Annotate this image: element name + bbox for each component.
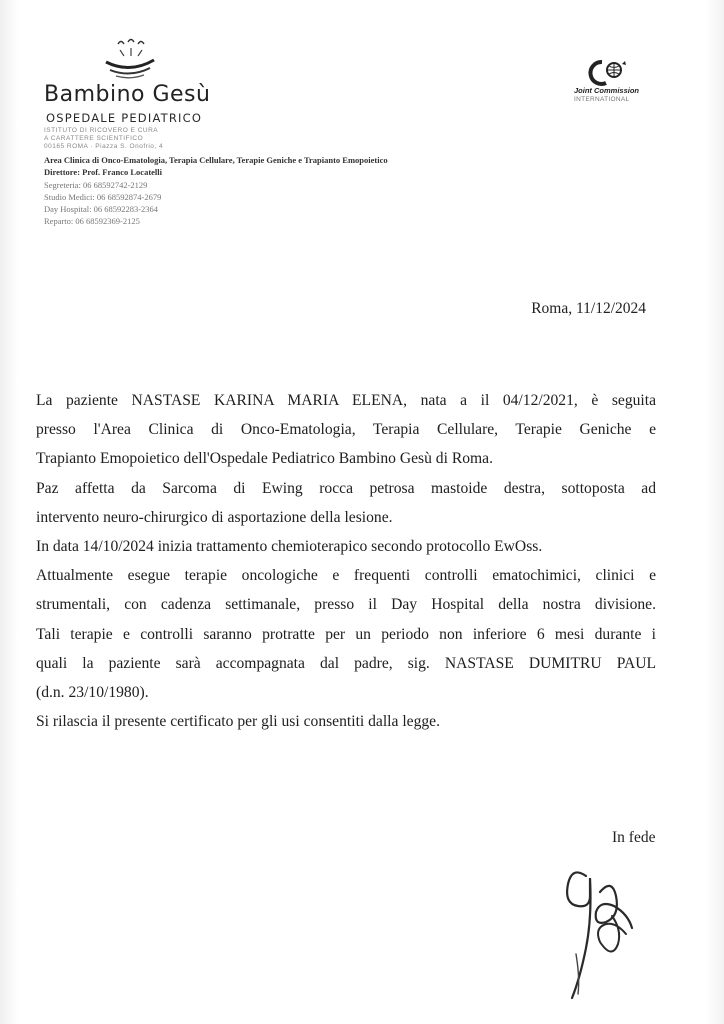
- institute-info: [44, 127, 163, 151]
- body-line: Tali terapie e controlli saranno protratte per un periodo non inferiore 6 mesi durante i: [36, 625, 656, 643]
- signature-icon: [556, 858, 640, 1008]
- body-line: Trapianto Emopoietico dell'Ospedale Pediatrico Bambino Gesù di Roma.: [36, 450, 493, 468]
- contact-line: Segreteria: 06 68592742-2129: [44, 180, 148, 190]
- body-line: intervento neuro-chirurgico di asportazione della lesione.: [36, 508, 393, 526]
- body-line: Paz affetta da Sarcoma di Ewing rocca petrosa mastoide destra, sottoposta ad: [36, 479, 656, 497]
- body-line: presso l'Area Clinica di Onco-Ematologia, Terapia Cellulare, Terapie Geniche e: [36, 421, 656, 439]
- org-name: Bambino Gesù: [44, 82, 211, 107]
- contact-line: Reparto: 06 68592369-2125: [44, 216, 140, 226]
- closing-text: In fede: [612, 829, 656, 846]
- body-line: Si rilascia il presente certificato per gli usi consentiti dalla legge.: [36, 713, 440, 731]
- clinical-area: Area Clinica di Onco-Ematologia, Terapia Cellulare, Terapie Geniche e Trapianto Emopoietico: [44, 155, 388, 165]
- institute-line: 00165 ROMA · Piazza S. Onofrio, 4: [44, 143, 164, 150]
- body-line: strumentali, con cadenza settimanale, presso il Day Hospital della nostra divisione.: [36, 596, 656, 614]
- director: Direttore: Prof. Franco Locatelli: [44, 167, 163, 177]
- body-line: In data 14/10/2024 inizia trattamento chemioterapico secondo protocollo EwOss.: [36, 537, 543, 555]
- org-subtitle: OSPEDALE PEDIATRICO: [46, 111, 203, 125]
- joint-commission-logo-icon: [584, 58, 630, 88]
- hospital-logo-icon: [98, 38, 162, 82]
- body-line: Attualmente esegue terapie oncologiche e frequenti controlli ematochimici, clinici e: [36, 567, 656, 585]
- contact-line: Day Hospital: 06 68592283-2364: [44, 204, 159, 214]
- accreditation-sub: INTERNATIONAL: [574, 96, 630, 103]
- contacts-block: [44, 179, 161, 227]
- institute-line: A CARATTERE SCIENTIFICO: [44, 135, 144, 142]
- certificate-body: [36, 386, 656, 736]
- body-line: La paziente NASTASE KARINA MARIA ELENA, nata a il 04/12/2021, è seguita: [36, 392, 656, 409]
- institute-line: ISTITUTO DI RICOVERO E CURA: [44, 127, 159, 134]
- body-line: (d.n. 23/10/1980).: [36, 683, 149, 701]
- document-date: Roma, 11/12/2024: [531, 300, 646, 317]
- accreditation-name: Joint Commission: [574, 86, 640, 95]
- body-line: quali la paziente sarà accompagnata dal padre, sig. NASTASE DUMITRU PAUL: [36, 654, 656, 672]
- contact-line: Studio Medici: 06 68592874-2679: [44, 192, 162, 202]
